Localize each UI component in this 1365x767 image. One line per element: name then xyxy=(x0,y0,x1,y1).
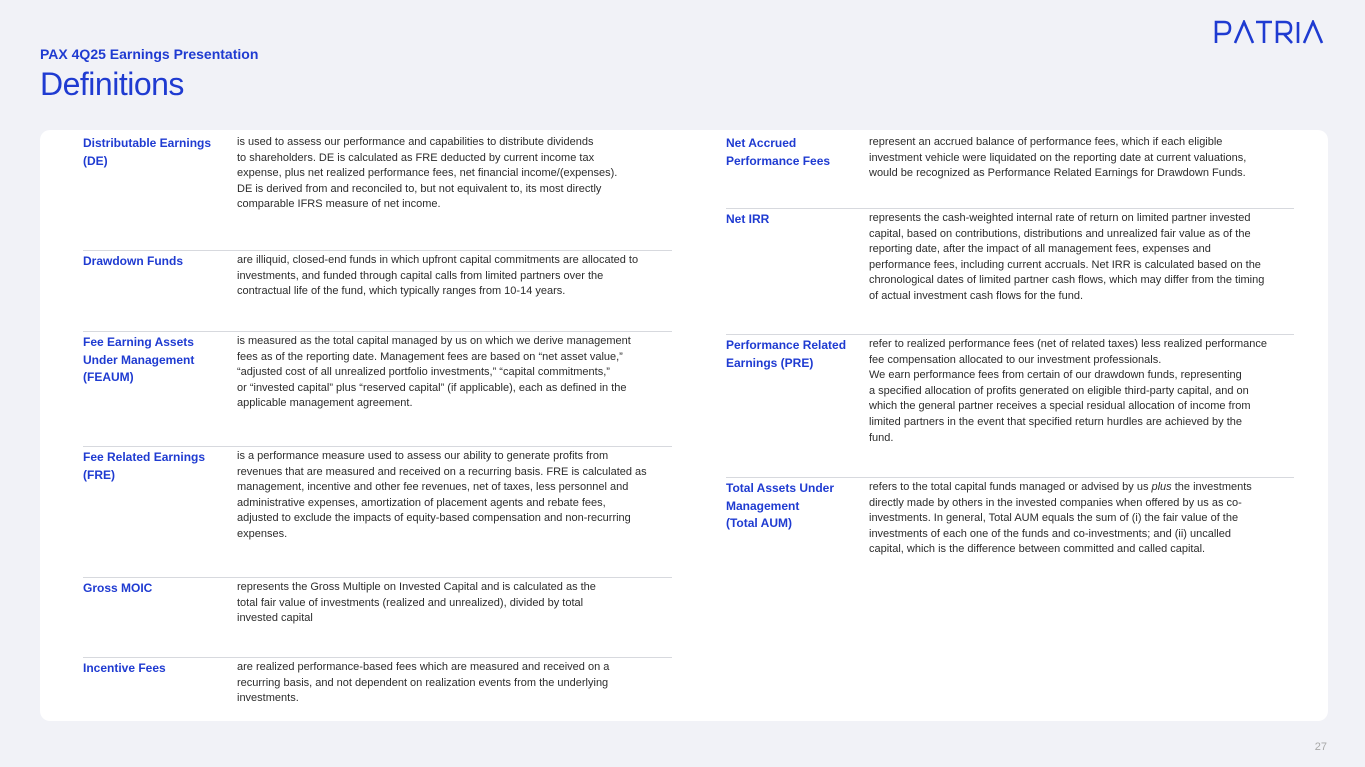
definition-text: represent an accrued balance of performance fees, which if each eligible investment vehicle were liquidated on the reporting date at current valuations, would be recognized as Performance Related Earnings for Drawdown Funds. xyxy=(869,136,1247,180)
definition-text: are illiquid, closed-end funds in which upfront capital commitments are allocated to investments, and funded through capital calls from limited partners over the contractual life of the fund, which typically ranges from 10-14 years. xyxy=(237,254,639,298)
definition-term: Gross MOIC xyxy=(83,581,153,595)
definition-entry xyxy=(83,577,672,657)
definition-text-emphasis: plus xyxy=(1151,481,1172,493)
definition-entry xyxy=(83,130,672,250)
definition-text: is measured as the total capital managed by us on which we derive management fees as of the reporting date. Management fees are based on “net asset value,” “adjusted cost of all unrealized portfolio investments,” “capital commitments,” or “invested capital” plus “reserved capital” (if applicable), each as defined in the applicable management agreement. xyxy=(237,335,631,410)
definition-text xyxy=(869,480,1294,572)
definition-entry xyxy=(726,130,1294,208)
patria-logo xyxy=(1213,20,1325,49)
definition-term: Incentive Fees xyxy=(83,661,166,675)
definitions-right-column xyxy=(726,130,1294,572)
page-number: 27 xyxy=(1314,741,1327,753)
definition-text: refer to realized performance fees (net of related taxes) less realized performance fee compensation allocated to our investment professionals. We earn performance fees from certain of our drawdown funds, representing a specified allocation of profits generated on eligible third-party capital, and on which the general partner receives a special residual allocation of income from limited partners in the event that specified return hurdles are achieved by the fund. xyxy=(869,338,1268,444)
definition-entry xyxy=(83,657,672,720)
definition-term: Net Accrued Performance Fees xyxy=(726,136,831,168)
page-title: Definitions xyxy=(40,66,184,102)
definition-text: are realized performance-based fees which are measured and received on a recurring basis, and not dependent on realization events from the underlying investments. xyxy=(237,661,610,705)
definition-entry xyxy=(83,331,672,446)
definition-entry xyxy=(726,208,1294,334)
definition-text: is used to assess our performance and capabilities to distribute dividends to shareholders. DE is calculated as FRE deducted by current income tax expense, plus net realized performance fees, net financial income/(expenses). DE is derived from and reconciled to, but not equivalent to, its most directly comparable IFRS measure of net income. xyxy=(237,136,618,211)
definition-text: represents the Gross Multiple on Invested Capital and is calculated as the total fair value of investments (realized and unrealized), divided by total invested capital xyxy=(237,581,596,625)
definitions-left-column xyxy=(83,130,672,720)
header-subtitle: PAX 4Q25 Earnings Presentation xyxy=(40,46,259,62)
definition-term: Performance Related Earnings (PRE) xyxy=(726,338,847,370)
definition-text: is a performance measure used to assess our ability to generate profits from revenues that are measured and received on a recurring basis. FRE is calculated as management, incentive and other fee revenues, net of taxes, less personnel and administrative expenses, amortization of placement agents and rebate fees, adjusted to exclude the impacts of equity-based compensation and non-recurring expenses. xyxy=(237,450,647,540)
definitions-card xyxy=(40,130,1328,721)
definition-text-part: refers to the total capital funds managed or advised by us xyxy=(869,481,1152,493)
definition-entry xyxy=(726,334,1294,477)
definition-term: Drawdown Funds xyxy=(83,254,183,268)
definition-term: Fee Related Earnings (FRE) xyxy=(83,450,206,482)
patria-logo-wordmark xyxy=(1213,20,1325,44)
definition-text: represents the cash-weighted internal rate of return on limited partner invested capital, based on contributions, distributions and unrealized fair value as of the reporting date, after the impact of all management fees, expenses and performance fees, including current accruals. Net IRR is calculated based on the chronological dates of limited partner cash flows, which may differ from the timing of actual investment cash flows for the fund. xyxy=(869,212,1265,302)
definition-term: Total Assets Under Management (Total AUM) xyxy=(726,481,835,530)
definition-term: Fee Earning Assets Under Management (FEAUM) xyxy=(83,335,195,384)
definition-text-part: the investments directly made by others in the invested companies when offered by us as co- investments. In general, Total AUM equals the sum of (i) the fair value of the investments of each one of the funds and co-investments; and (ii) uncalled capital, which is the difference between committed and called capital. xyxy=(869,481,1252,556)
definition-entry xyxy=(726,477,1294,572)
definition-entry xyxy=(83,446,672,577)
definition-term: Distributable Earnings (DE) xyxy=(83,136,212,168)
definition-entry xyxy=(83,250,672,331)
definition-term: Net IRR xyxy=(726,212,770,226)
